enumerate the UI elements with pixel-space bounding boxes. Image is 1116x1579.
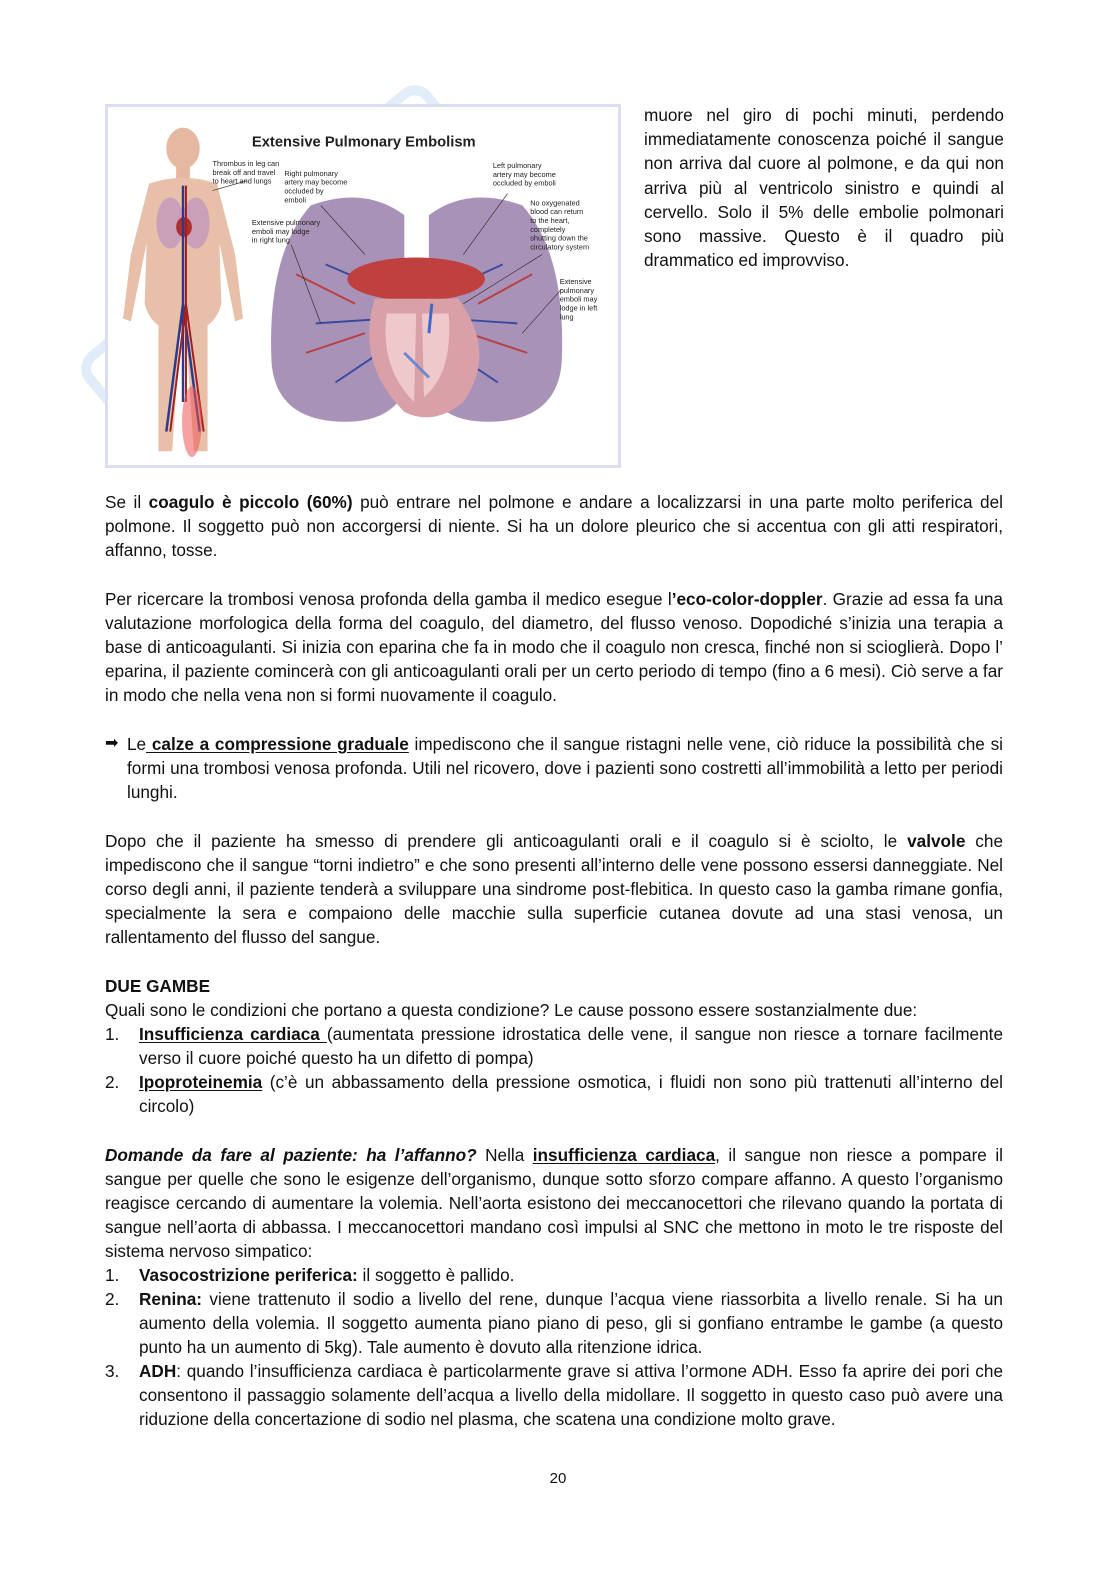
- causes-list: [105, 1022, 1003, 1118]
- page-number: 20: [549, 1470, 567, 1487]
- paragraph-heart-failure: Domande da fare al paziente: ha l’affanno? Nella insufficienza cardiaca, il sangue non riesce a pompare il sangue per quelle che sono le esigenze dell’organismo, dunque sotto sforzo compare affanno. A questo l’organismo reagisce cercando di aumentare la volemia. Nell’aorta esistono dei meccanocettori che rilevano quando la portata di sangue nell’aorta di abbassa. I meccanocettori mandano così impulsi al SNC che mettono in moto le tre risposte del sistema nervoso simpatico: 1. Vasocostrizione periferica: il soggetto è pallido. 2. Renina: viene trattenuto il sodio a livello del rene, dunque l’acqua viene riassorbita a livello renale. Si ha un aumento della volemia. Il soggetto aumenta piano piano di peso, gli si gonfiano entrambe le gambe (a questo punto ha un aumento di 5kg). Tale aumento è dovuto alla ritenzione idrica. 3. ADH: quando l’insufficienza cardiaca è particolarmente grave si attiva l’ormone ADH. Esso fa aprire dei pori che consentono il passaggio solamente dell’acqua a livello della midollare. Il soggetto in questo caso può avere una riduzione della concertazione di sodio nel plasma, che scatena una condizione molto grave.: [105, 1145, 1003, 1429]
- pulmonary-embolism-figure: [105, 104, 621, 468]
- label-thrombus: Thrombus in leg can break off and travel to heart and lungs: [212, 159, 280, 186]
- figure-title: Extensive Pulmonary Embolism: [251, 134, 476, 151]
- label-extensive-right: Extensive pulmonary emboli may lodge in right lung: [251, 218, 321, 245]
- section-intro: Quali sono le condizioni che portano a questa condizione? Le cause possono essere sostanzialmente due:: [105, 1000, 918, 1020]
- label-right-artery: Right pulmonary artery may become occluded by emboli: [284, 168, 348, 205]
- side-paragraph: muore nel giro di pochi minuti, perdendo immediatamente conoscenza poiché il sangue non arriva dal cuore al polmone, e da qui non arriva più al ventricolo sinistro e quindi al cervello. Solo il 5% delle embolie polmonari sono massive. Questo è il quadro più drammatico ed improvviso.: [644, 105, 1004, 271]
- sympathetic-responses-list: [105, 1263, 1003, 1431]
- label-left-artery: Left pulmonary artery may become occluded by emboli: [492, 160, 556, 188]
- label-extensive-left: Extensive pulmonary emboli may lodge in left lung: [559, 277, 598, 322]
- label-no-oxygen: No oxygenated blood can return to the heart, completely shutting down the circulatory system: [530, 198, 590, 252]
- arrow-right-icon: ➡: [105, 735, 119, 752]
- list-item: 1. Insufficienza cardiaca (aumentata pressione idrostatica delle vene, il sangue non riesce a tornare facilmente verso il cuore poiché questo ha un difetto di pompa): [105, 1024, 1004, 1068]
- list-item: 3. ADH: quando l’insufficienza cardiaca è particolarmente grave si attiva l’ormone ADH. Esso fa aprire dei pori che consentono il passaggio solamente dell’acqua a livello della midollare. Il soggetto in questo caso può avere una riduzione della concertazione di sodio nel plasma, che scatena una condizione molto grave.: [105, 1361, 1003, 1429]
- embolism-illustration: [108, 107, 618, 465]
- paragraph-doppler: Per ricercare la trombosi venosa profonda della gamba il medico esegue l’eco-color-doppler. Grazie ad essa fa una valutazione morfologica della forma del coagulo, del diametro, del flusso venoso. Dopodiché s’inizia una terapia a base di anticoagulanti. Si inizia con eparina che fa in modo che il coagulo non cresca, finché non si scioglierà. Dopo l’ eparina, il paziente comincerà con gli anticoagulanti orali per un certo periodo di tempo (fino a 6 mesi). Ciò serve a far in modo che nella vena non si formi nuovamente il coagulo.: [105, 589, 1003, 705]
- bullet-compression-stockings: ➡ Le calze a compressione graduale impediscono che il sangue ristagni nelle vene, ciò riduce la possibilità che si formi una trombosi venosa profonda. Utili nel ricovero, dove i pazienti sono costretti all’immobilità a letto per periodi lunghi.: [105, 734, 1003, 802]
- section-heading: DUE GAMBE: [105, 976, 211, 996]
- list-item: 2. Ipoproteinemia (c’è un abbassamento della pressione osmotica, i fluidi non sono più trattenuti all’interno del circolo): [105, 1072, 1003, 1116]
- list-item: 1. Vasocostrizione periferica: il soggetto è pallido.: [105, 1265, 515, 1285]
- section-due-gambe: [105, 974, 1003, 1118]
- paragraph-small-clot: Se il coagulo è piccolo (60%) può entrare nel polmone e andare a localizzarsi in una parte molto periferica del polmone. Il soggetto può non accorgersi di niente. Si ha un dolore pleurico che si accentua con gli atti respiratori, affanno, tosse.: [105, 492, 1003, 560]
- paragraph-valves: Dopo che il paziente ha smesso di prendere gli anticoagulanti orali e il coagulo si è sciolto, le valvole che impediscono che il sangue “torni indietro” e che sono presenti all’interno delle vene possono essersi danneggiate. Nel corso degli anni, il paziente tenderà a sviluppare una sindrome post-flebitica. In questo caso la gamba rimane gonfia, specialmente la sera e compaiono delle macchie sulla superficie cutanea dovute ad una stasi venosa, un rallentamento del flusso del sangue.: [105, 831, 1003, 947]
- list-item: 2. Renina: viene trattenuto il sodio a livello del rene, dunque l’acqua viene riassorbita a livello renale. Si ha un aumento della volemia. Il soggetto aumenta piano piano di peso, gli si gonfiano entrambe le gambe (a questo punto ha un aumento di 5kg). Tale aumento è dovuto alla ritenzione idrica.: [105, 1289, 1003, 1357]
